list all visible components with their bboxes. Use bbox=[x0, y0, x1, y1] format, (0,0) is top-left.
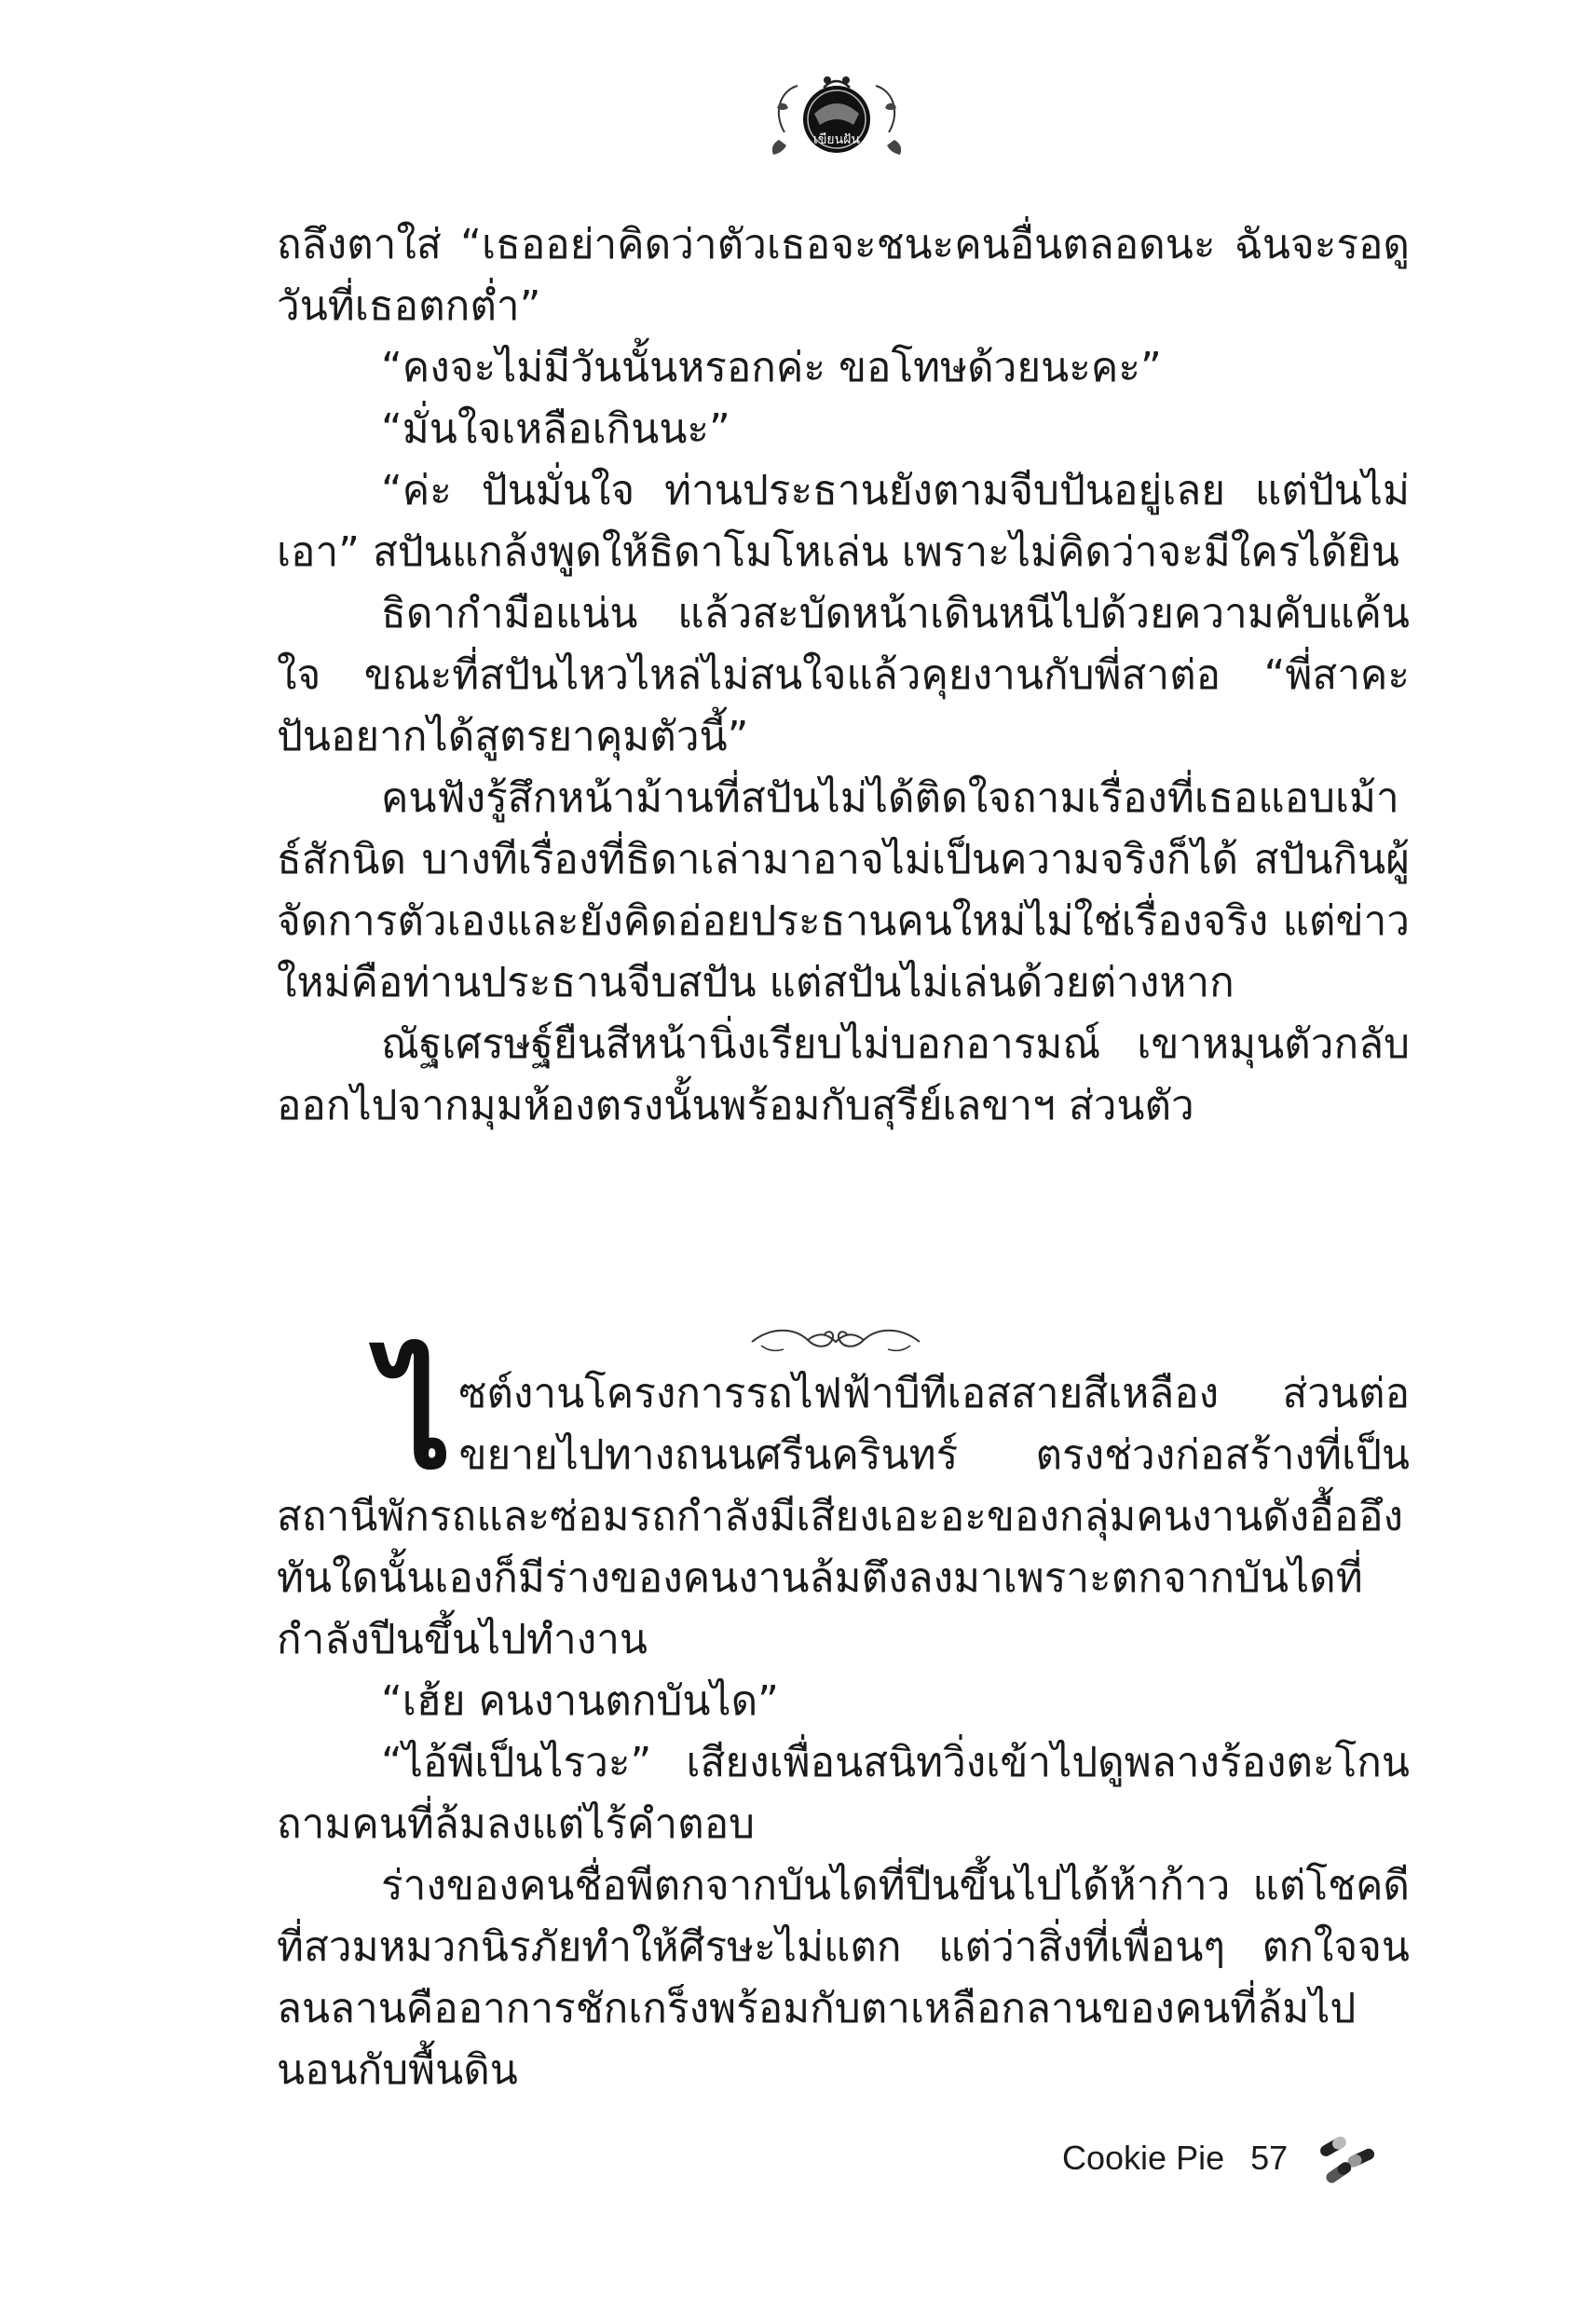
opening-paragraph bbox=[277, 1336, 1410, 1671]
ornate-wreath-emblem bbox=[766, 67, 907, 171]
paragraph-continuation: ถลึงตาใส่ “เธออย่าคิดว่าตัวเธอจะชนะคนอื่นตลอดนะ ฉันจะรอดูวันที่เธอตกต่ำ” bbox=[277, 221, 1410, 330]
dialogue-paragraph: “ไอ้พีเป็นไรวะ” เสียงเพื่อนสนิทวิ่งเข้าไปดูพลางร้องตะโกนถามคนที่ล้มลงแต่ไร้คำตอบ bbox=[277, 1739, 1410, 1848]
dialogue-paragraph: “ค่ะ ปันมั่นใจ ท่านประธานยังตามจีบปันอยู่เลย แต่ปันไม่เอา” สปันแกล้งพูดให้ธิดาโมโหเล่น เพราะไม่คิดว่าจะมีใครได้ยิน bbox=[277, 467, 1410, 576]
text-section-1 bbox=[277, 214, 1410, 1137]
dialogue-paragraph: “เฮ้ย คนงานตกบันได” bbox=[381, 1677, 779, 1725]
dialogue-paragraph: “คงจะไม่มีวันนั้นหรอกค่ะ ขอโทษด้วยนะคะ” bbox=[381, 344, 1162, 391]
emblem-text: เขียนฝัน bbox=[813, 132, 860, 147]
narrative-paragraph: ธิดากำมือแน่น แล้วสะบัดหน้าเดินหนีไปด้วยความคับแค้นใจ ขณะที่สปันไหวไหล่ไม่สนใจแล้วคุยงานกับพี่สาต่อ “พี่สาคะ ปันอยากได้สูตรยาคุมตัวนี้” bbox=[277, 590, 1410, 760]
page-footer bbox=[1062, 2132, 1381, 2184]
text-section-2 bbox=[277, 1336, 1410, 2101]
drop-cap-letter: ไ bbox=[381, 1336, 452, 1500]
page-number: 57 bbox=[1250, 2139, 1289, 2177]
book-title: Cookie Pie bbox=[1062, 2139, 1225, 2177]
narrative-paragraph: ร่างของคนชื่อพีตกจากบันไดที่ปีนขึ้นไปได้ห้าก้าว แต่โชคดีที่สวมหมวกนิรภัยทำให้ศีรษะไม่แตก แต่ว่าสิ่งที่เพื่อนๆ ตกใจจนลนลานคืออาการชักเกร็งพร้อมกับตาเหลือกลานของคนที่ล้มไปนอนกับพื้นดิน bbox=[277, 1862, 1410, 2094]
narrative-paragraph: คนฟังรู้สึกหน้าม้านที่สปันไม่ได้ติดใจถามเรื่องที่เธอแอบเม้าธ์สักนิด บางทีเรื่องที่ธิดาเล่ามาอาจไม่เป็นความจริงก็ได้ สปันกินผู้จัดการตัวเองและยังคิดอ่อยประธานคนใหม่ไม่ใช่เรื่องจริง แต่ข่าวใหม่คือท่านประธานจีบสปัน แต่สปันไม่เล่นด้วยต่างหาก bbox=[277, 774, 1410, 1006]
pills-icon bbox=[1314, 2132, 1381, 2184]
dialogue-paragraph: “มั่นใจเหลือเกินนะ” bbox=[381, 405, 730, 453]
narrative-paragraph: ณัฐเศรษฐ์ยืนสีหน้านิ่งเรียบไม่บอกอารมณ์ เขาหมุนตัวกลับออกไปจากมุมห้องตรงนั้นพร้อมกับสุรีย์เลขาฯ ส่วนตัว bbox=[277, 1020, 1410, 1129]
opening-paragraph-text: ซต์งานโครงการรถไฟฟ้าบีทีเอสสายสีเหลือง ส่วนต่อขยายไปทางถนนศรีนครินทร์ ตรงช่วงก่อสร้างที่เป็นสถานีพักรถและซ่อมรถกำลังมีเสียงเอะอะของกลุ่มคนงานดังอื้ออึง ทันใดนั้นเองก็มีร่างของคนงานล้มตึงลงมาเพราะตกจากบันไดที่กำลังปีนขึ้นไปทำงาน bbox=[277, 1370, 1410, 1663]
scroll-divider-ornament bbox=[743, 1321, 929, 1359]
